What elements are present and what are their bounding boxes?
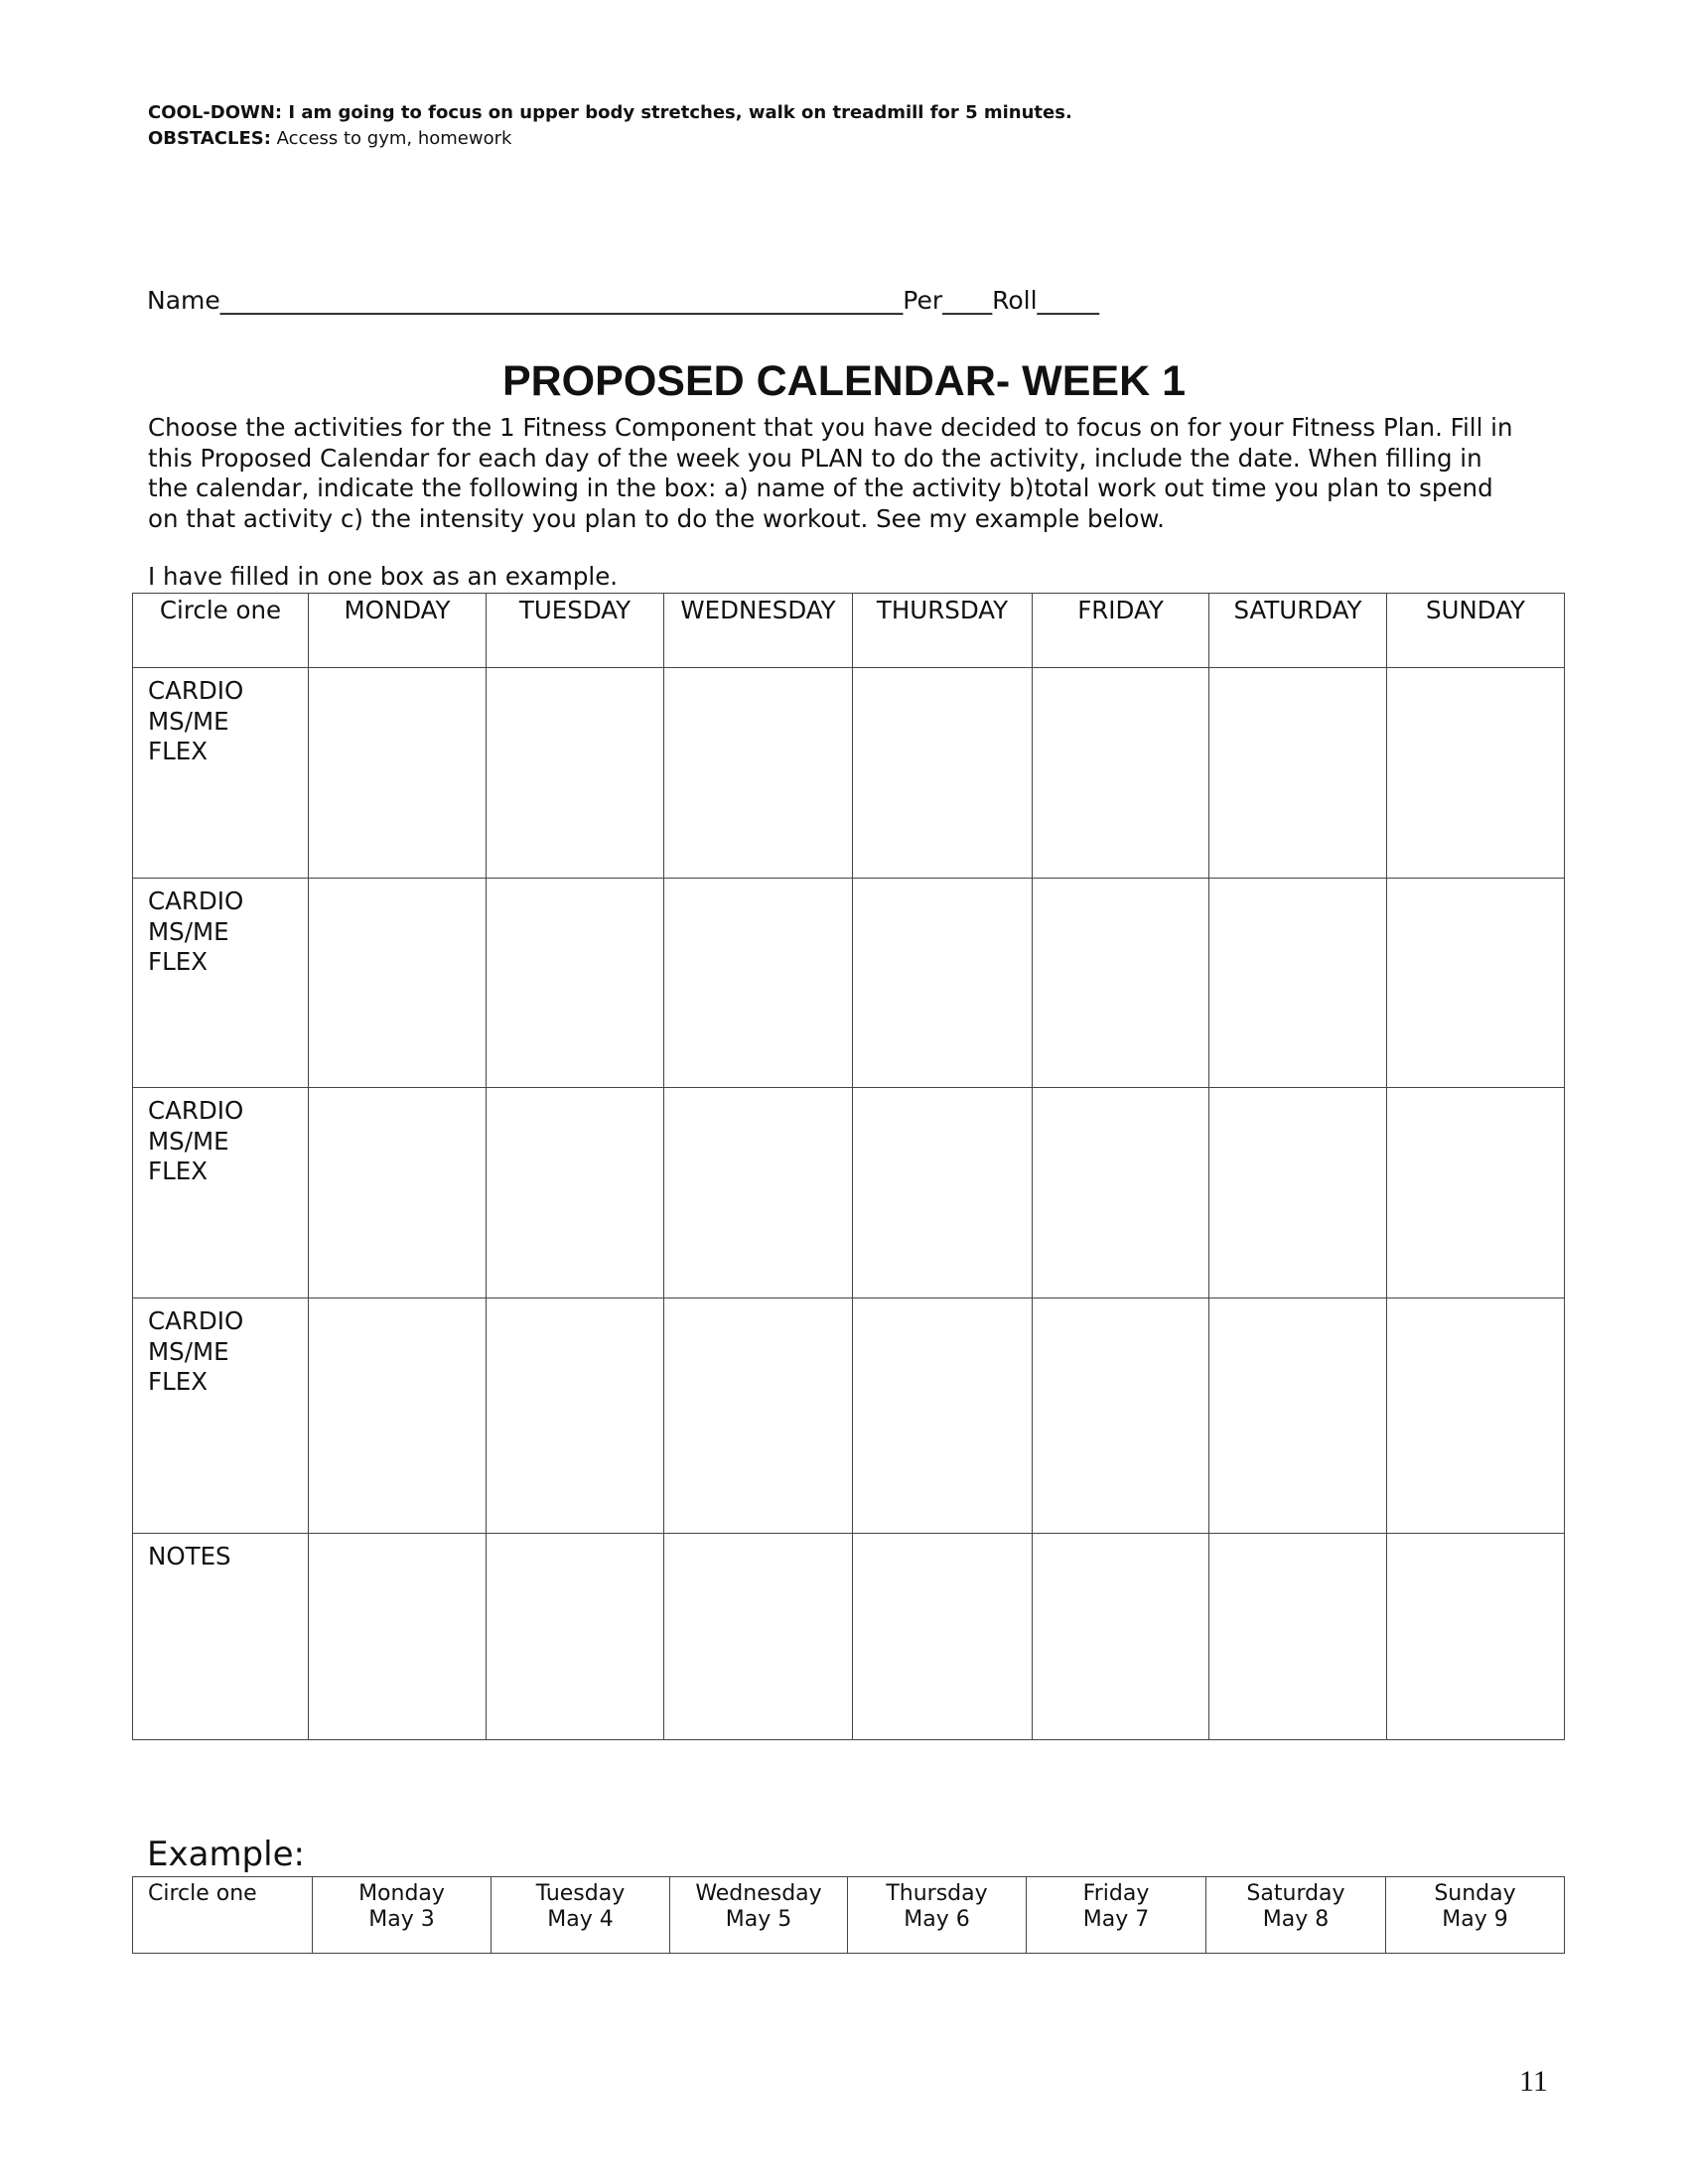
example-day: Tuesday <box>535 1881 626 1906</box>
calendar-entry-cell[interactable] <box>487 668 664 879</box>
example-day: Wednesday <box>695 1881 822 1906</box>
instructions <box>148 413 1578 534</box>
calendar-entry-cell[interactable] <box>1209 668 1387 879</box>
component-option[interactable]: FLEX <box>148 947 209 976</box>
calendar-entry-cell[interactable] <box>1033 879 1209 1088</box>
calendar-entry-cell[interactable] <box>487 879 664 1088</box>
calendar-entry-cell[interactable] <box>853 879 1033 1088</box>
calendar-entry-cell[interactable] <box>1033 668 1209 879</box>
component-option[interactable]: CARDIO <box>148 676 244 705</box>
row-label-cell <box>133 1534 309 1740</box>
component-option[interactable]: CARDIO <box>148 1096 244 1125</box>
component-option[interactable]: CARDIO <box>148 887 244 915</box>
example-date: May 9 <box>1442 1907 1508 1932</box>
calendar-entry-cell[interactable] <box>1387 1298 1565 1534</box>
calendar-row <box>133 1534 1565 1740</box>
calendar-entry-cell[interactable] <box>1033 1298 1209 1534</box>
header-tuesday: TUESDAY <box>487 594 664 668</box>
example-day: Thursday <box>886 1881 988 1906</box>
calendar-entry-cell[interactable] <box>1387 1534 1565 1740</box>
calendar-entry-cell[interactable] <box>853 668 1033 879</box>
example-date: May 3 <box>368 1907 435 1932</box>
component-option[interactable]: FLEX <box>148 737 209 765</box>
example-day-cell <box>313 1877 492 1954</box>
calendar-entry-cell[interactable] <box>664 1088 853 1298</box>
header-wednesday: WEDNESDAY <box>664 594 853 668</box>
component-option[interactable]: MS/ME <box>148 1336 229 1366</box>
example-row <box>133 1877 1565 1954</box>
header-saturday: SATURDAY <box>1209 594 1387 668</box>
component-option[interactable]: NOTES <box>148 1542 231 1570</box>
example-day: Sunday <box>1434 1881 1516 1906</box>
example-date: May 6 <box>904 1907 970 1932</box>
header-circle-one: Circle one <box>133 594 309 668</box>
calendar-row <box>133 1298 1565 1534</box>
obstacles-label: OBSTACLES: <box>148 128 271 149</box>
calendar-entry-cell[interactable] <box>1033 1534 1209 1740</box>
calendar-entry-cell[interactable] <box>1209 879 1387 1088</box>
cooldown-note <box>148 102 1072 123</box>
example-day: Friday <box>1082 1881 1150 1906</box>
row-label-cell <box>133 1298 309 1534</box>
row-label-cell <box>133 879 309 1088</box>
calendar-entry-cell[interactable] <box>309 1534 487 1740</box>
example-day-cell <box>1386 1877 1565 1954</box>
calendar-entry-cell[interactable] <box>1387 668 1565 879</box>
example-table <box>132 1876 1565 1954</box>
proposed-calendar-table <box>132 593 1565 1740</box>
header-sunday: SUNDAY <box>1387 594 1565 668</box>
component-option[interactable]: MS/ME <box>148 1126 229 1156</box>
calendar-row <box>133 879 1565 1088</box>
calendar-entry-cell[interactable] <box>1209 1088 1387 1298</box>
calendar-entry-cell[interactable] <box>1033 1088 1209 1298</box>
calendar-entry-cell[interactable] <box>853 1298 1033 1534</box>
calendar-entry-cell[interactable] <box>487 1298 664 1534</box>
calendar-row <box>133 1088 1565 1298</box>
calendar-entry-cell[interactable] <box>1387 1088 1565 1298</box>
calendar-entry-cell[interactable] <box>1387 879 1565 1088</box>
component-option[interactable]: MS/ME <box>148 706 229 736</box>
instruction-line: Choose the activities for the 1 Fitness Component that you have decided to focus on for your Fitness Plan. Fill in <box>148 413 1513 442</box>
example-note: I have filled in one box as an example. <box>148 562 619 591</box>
calendar-entry-cell[interactable] <box>853 1534 1033 1740</box>
calendar-header-row <box>133 594 1565 668</box>
calendar-entry-cell[interactable] <box>664 1534 853 1740</box>
calendar-entry-cell[interactable] <box>1209 1534 1387 1740</box>
example-heading: Example: <box>147 1835 305 1874</box>
calendar-entry-cell[interactable] <box>664 668 853 879</box>
example-day-cell <box>670 1877 848 1954</box>
instruction-line: the calendar, indicate the following in the box: a) name of the activity b)total work out time you plan to spend <box>148 474 1493 502</box>
example-date: May 7 <box>1082 1907 1150 1932</box>
calendar-entry-cell[interactable] <box>853 1088 1033 1298</box>
example-day: Saturday <box>1246 1881 1345 1906</box>
component-option[interactable]: MS/ME <box>148 916 229 946</box>
example-day: Monday <box>358 1881 445 1906</box>
calendar-entry-cell[interactable] <box>1209 1298 1387 1534</box>
example-day-cell <box>1027 1877 1206 1954</box>
header-monday: MONDAY <box>309 594 487 668</box>
page-number: 11 <box>1519 2065 1548 2098</box>
calendar-entry-cell[interactable] <box>487 1088 664 1298</box>
calendar-entry-cell[interactable] <box>487 1534 664 1740</box>
example-day-cell <box>492 1877 670 1954</box>
header-thursday: THURSDAY <box>853 594 1033 668</box>
example-date: May 8 <box>1262 1907 1330 1932</box>
example-circle-one: Circle one <box>133 1877 313 1954</box>
cooldown-label: COOL-DOWN: <box>148 102 283 123</box>
example-day-cell <box>848 1877 1027 1954</box>
component-option[interactable]: CARDIO <box>148 1306 244 1335</box>
row-label-cell <box>133 1088 309 1298</box>
row-label-cell <box>133 668 309 879</box>
calendar-row <box>133 668 1565 879</box>
calendar-entry-cell[interactable] <box>309 1298 487 1534</box>
calendar-entry-cell[interactable] <box>309 879 487 1088</box>
name-period-roll-line[interactable]: Name_______________________________________________________Per____Roll_____ <box>147 286 1100 315</box>
example-date: May 5 <box>725 1907 792 1932</box>
component-option[interactable]: FLEX <box>148 1367 209 1396</box>
obstacles-note <box>148 128 511 149</box>
instruction-line: this Proposed Calendar for each day of the week you PLAN to do the activity, include the date. When filling in <box>148 443 1482 473</box>
page-title: PROPOSED CALENDAR- WEEK 1 <box>501 357 1187 405</box>
header-friday: FRIDAY <box>1033 594 1209 668</box>
calendar-entry-cell[interactable] <box>309 1088 487 1298</box>
cooldown-text: I am going to focus on upper body stretches, walk on treadmill for 5 minutes. <box>282 102 1072 123</box>
calendar-entry-cell[interactable] <box>664 879 853 1088</box>
instruction-line: on that activity c) the intensity you plan to do the workout. See my example below. <box>148 503 1165 533</box>
component-option[interactable]: FLEX <box>148 1157 209 1185</box>
obstacles-text: Access to gym, homework <box>270 128 512 149</box>
example-date: May 4 <box>547 1907 614 1932</box>
calendar-entry-cell[interactable] <box>309 668 487 879</box>
example-day-cell <box>1206 1877 1386 1954</box>
calendar-entry-cell[interactable] <box>664 1298 853 1534</box>
